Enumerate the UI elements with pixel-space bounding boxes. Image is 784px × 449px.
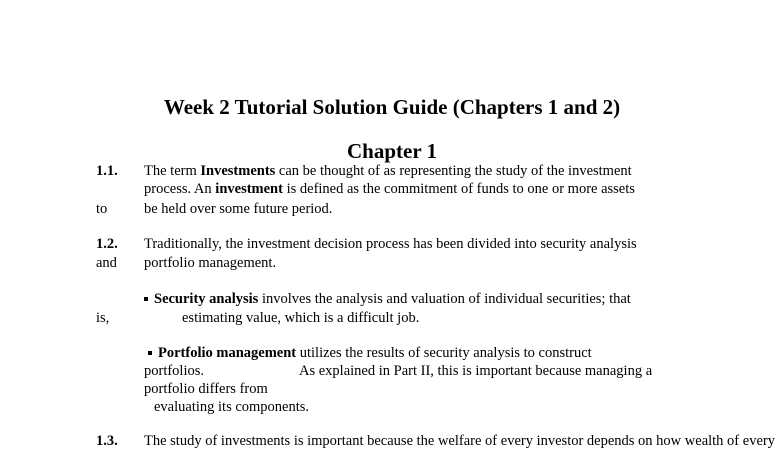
paragraph-line: be held over some future period.: [144, 201, 333, 217]
bullet-icon: [144, 297, 148, 301]
margin-word: and: [96, 255, 117, 271]
paragraph-line: estimating value, which is a difficult job.: [182, 310, 420, 326]
bullet-icon: [148, 351, 152, 355]
paragraph-line: portfolios.: [144, 363, 205, 379]
bullet-item-security-analysis: Security analysis involves the analysis and valuation of individual securities; that: [144, 292, 631, 307]
question-number: 1.3.: [96, 433, 118, 449]
question-number: 1.1.: [96, 163, 118, 179]
margin-word: to: [96, 201, 108, 217]
paragraph-line: portfolio management.: [144, 255, 277, 271]
paragraph-line: Traditionally, the investment decision process has been divided into security analysis: [144, 236, 637, 252]
margin-word: is,: [96, 310, 110, 326]
paragraph-line: process. An investment is defined as the commitment of funds to one or more assets: [144, 181, 635, 197]
paragraph-line: evaluating its components.: [154, 399, 310, 415]
bullet-item-portfolio-management: Portfolio management utilizes the results of security analysis to construct: [148, 346, 592, 361]
paragraph-line: The term Investments can be thought of as representing the study of the investment: [144, 163, 632, 179]
paragraph-line: portfolio differs from: [144, 381, 268, 397]
paragraph-line: As explained in Part II, this is important because managing a: [299, 363, 653, 379]
question-number: 1.2.: [96, 236, 118, 252]
chapter-title: Chapter 1: [346, 139, 438, 163]
paragraph-line: The study of investments is important because the welfare of every investor depends on how wealth of every: [144, 433, 775, 449]
document-title: Week 2 Tutorial Solution Guide (Chapters 1 and 2): [163, 95, 621, 119]
